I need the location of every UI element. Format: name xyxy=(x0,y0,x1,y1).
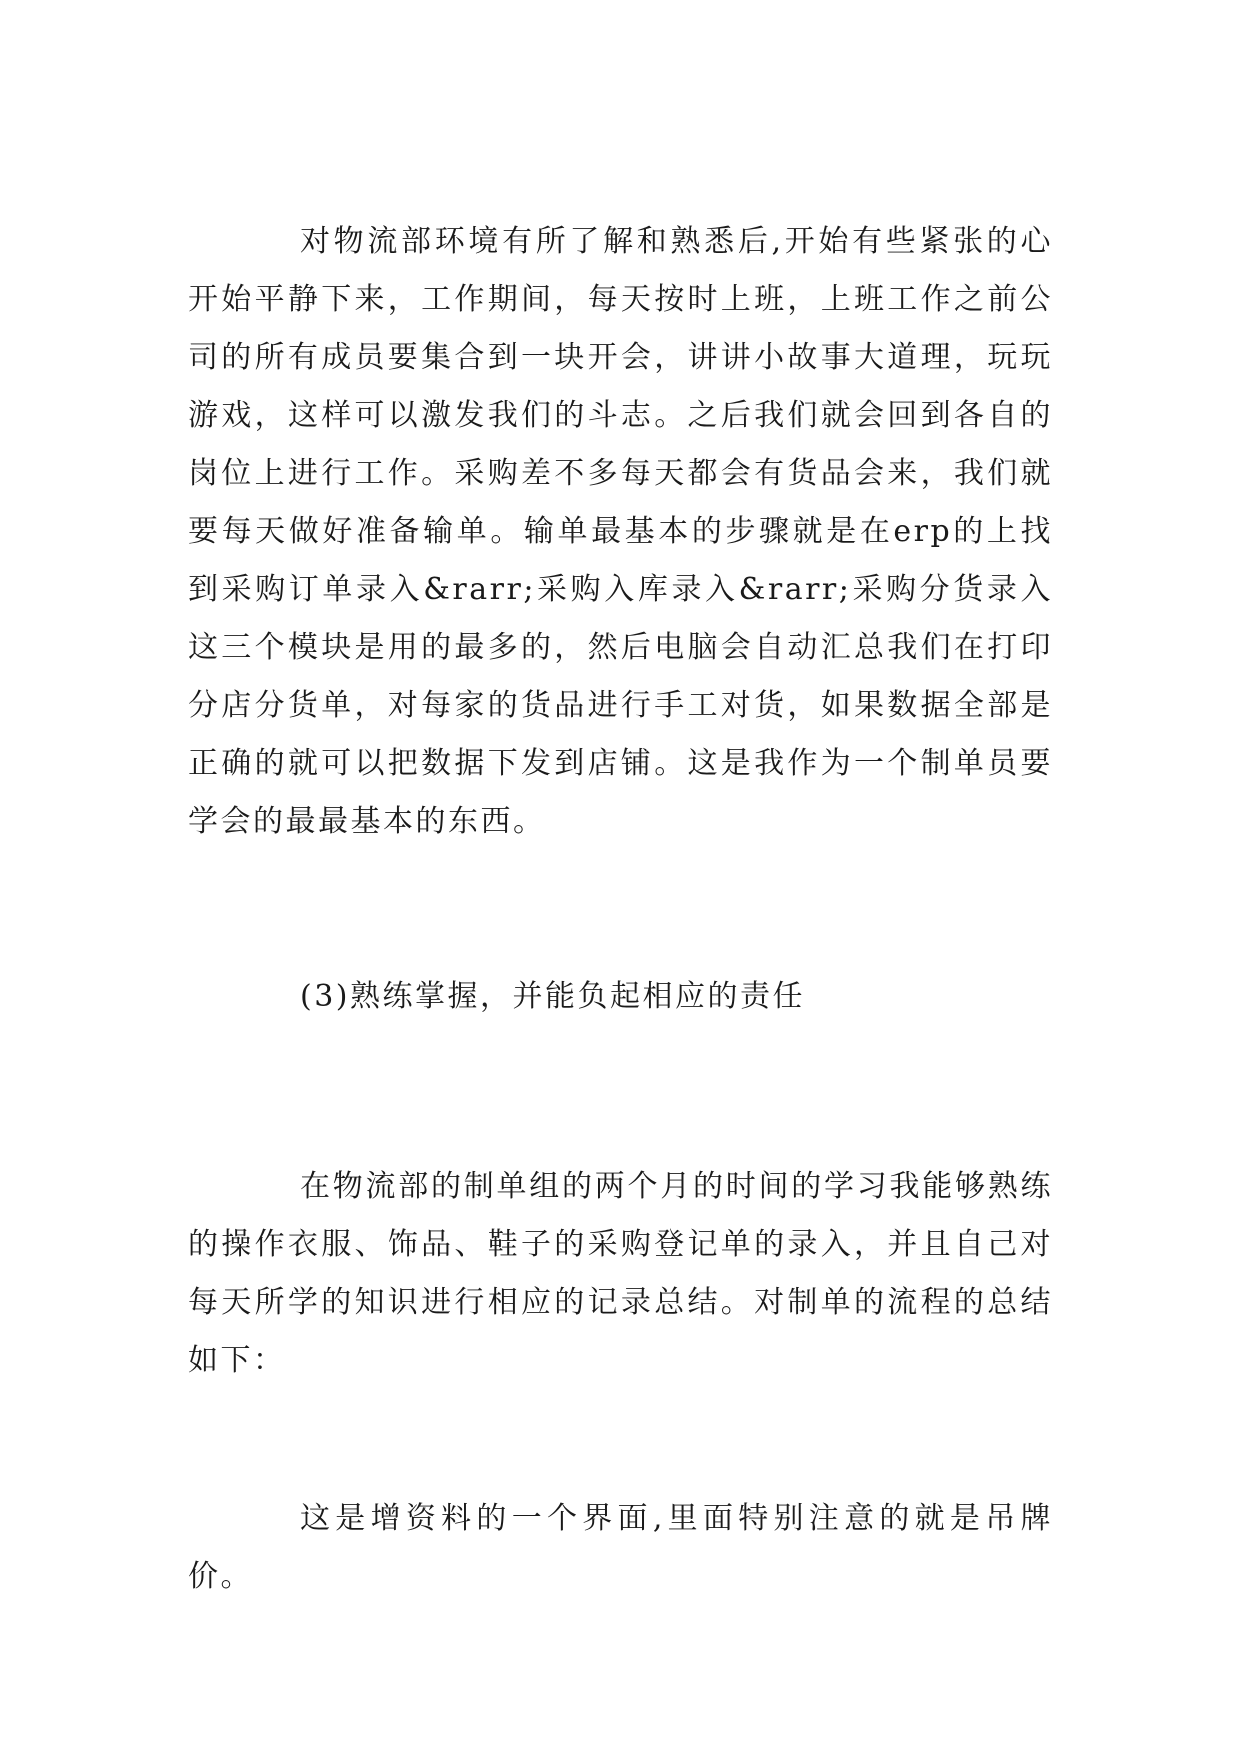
paragraph-interface-note: 这是增资料的一个界面,里面特别注意的就是吊牌价。 xyxy=(188,1501,1053,1594)
section-heading-responsibility: (3)熟练掌握，并能负起相应的责任 xyxy=(300,979,805,1014)
paragraph-logistics-environment: 对物流部环境有所了解和熟悉后,开始有些紧张的心开始平静下来，工作期间，每天按时上班，上班工作之前公司的所有成员要集合到一块开会，讲讲小故事大道理，玩玩游戏，这样可以激发我们的斗志。之后我们就会回到各自的岗位上进行工作。采购差不多每天都会有货品会来，我们就要每天做好准备输单。输单最基本的步骤就是在erp的上找到采购订单录入&rarr;采购入库录入&rarr;采购分货录入这三个模块是用的最多的，然后电脑会自动汇总我们在打印分店分货单，对每家的货品进行手工对货，如果数据全部是正确的就可以把数据下发到店铺。这是我作为一个制单员要学会的最最基本的东西。 xyxy=(188,224,1053,839)
paragraph-order-entry-study: 在物流部的制单组的两个月的时间的学习我能够熟练的操作衣服、饰品、鞋子的采购登记单的录入，并且自己对每天所学的知识进行相应的记录总结。对制单的流程的总结如下： xyxy=(188,1169,1053,1378)
